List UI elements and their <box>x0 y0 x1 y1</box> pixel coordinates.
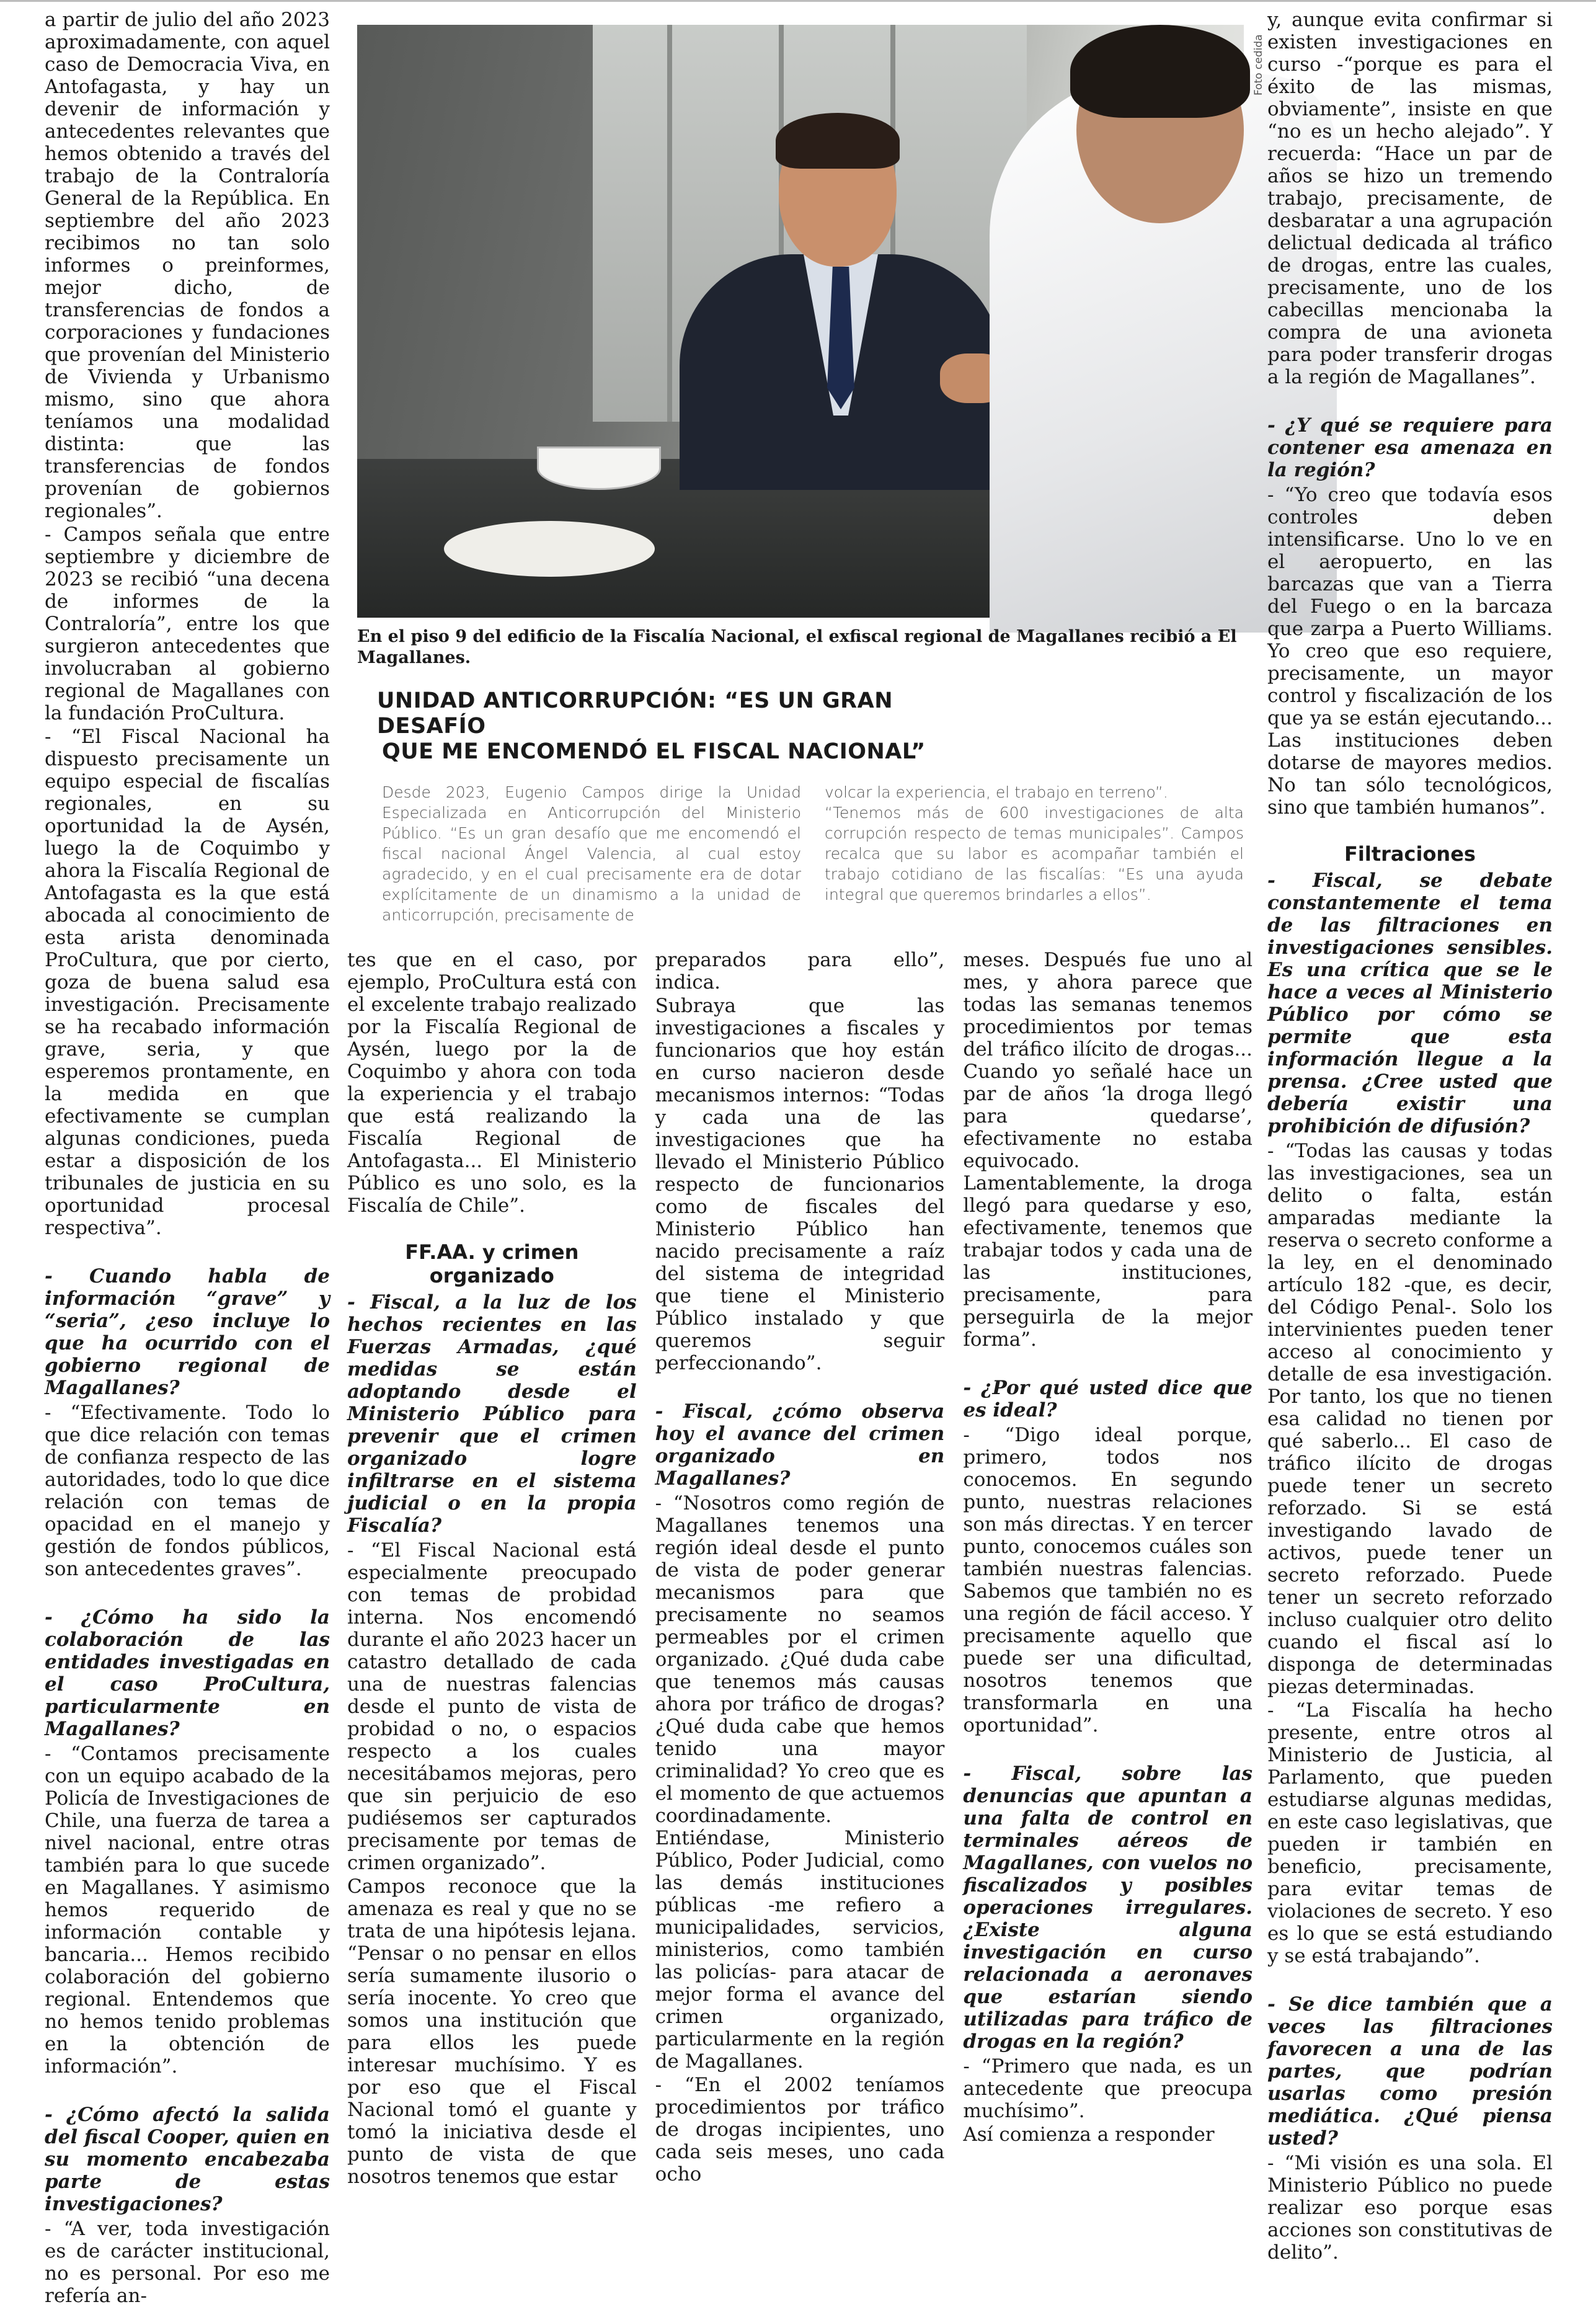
sidebar-box <box>357 688 1244 933</box>
sidebar-paragraph: volcar la experiencia, el trabajo en terreno”. <box>825 783 1168 801</box>
paragraph: tes que en el caso, por ejemplo, ProCultura está con el excelente trabajo realizado por la Fiscalía Regional de Aysén, luego por la de Coquimbo y ahora con toda la experiencia y el trabajo que está realizando la Fiscalía Regional de Antofagasta... El Ministerio Público es uno solo, es la Fiscalía de Chile”. <box>347 949 637 1217</box>
paragraph: - “La Fiscalía ha hecho presente, entre otros al Ministerio de Justicia, al Parlamento, que pueden estudiarse algunas medidas, en este caso legislativas, que pueden ir también en beneficio, precisamente, para evitar temas de violaciones de secreto. Y eso es lo que se está estudiando y se está trabajando”. <box>1267 1699 1553 1967</box>
paragraph: - “A ver, toda investigación es de carácter institucional, no es personal. Por eso me refería an- <box>45 2218 330 2307</box>
sidebar-title-line-1: UNIDAD ANTICORRUPCIÓN: “ES UN GRAN DESAFÍO <box>377 688 893 739</box>
section-heading: FF.AA. y crimen organizado <box>405 1240 579 1287</box>
sidebar-text-column-1 <box>382 782 801 925</box>
interview-question: - Cuando habla de información “grave” y “seria”, ¿eso incluye lo que ha ocurrido con el gobierno regional de Magallanes? <box>45 1265 330 1399</box>
photo-prosecutor <box>680 118 1002 490</box>
paragraph: - “El Fiscal Nacional está especialmente preocupado con temas de probidad interna. Nos encomendó durante el año 2023 hacer un catastro detallado de cada una de nuestras falencias desde el punto de vista de probidad o no, o espacios respecto a los cuales necesitábamos mejoras, pero que sin perjuicio de eso pudiésemos ser capturados precisamente por temas de crimen organizado”. <box>347 1539 637 1874</box>
article-column-1 <box>45 9 330 2307</box>
paragraph: - “Primero que nada, es un antecedente que preocupa muchísimo”. <box>963 2055 1253 2122</box>
photo-credit: Foto cedida <box>1252 34 1265 96</box>
article-photo <box>357 25 1244 618</box>
sidebar-text-column-2 <box>825 782 1244 925</box>
article-column-3 <box>655 949 945 2185</box>
paragraph: preparados para ello”, indica. <box>655 949 945 993</box>
paragraph: Así comienza a responder <box>963 2123 1215 2146</box>
interview-question: - Se dice también que a veces las filtraciones favorecen a una de las partes, que podrían usarlas como presión mediática. ¿Qué piensa usted? <box>1267 1993 1553 2149</box>
paragraph: - “Mi visión es una sola. El Ministerio Público no puede realizar eso porque esas acciones son constitutivas de delito”. <box>1267 2152 1553 2264</box>
article-column-5 <box>1267 9 1553 2264</box>
paragraph: - “Efectivamente. Todo lo que dice relación con temas de confianza respecto de las autoridades, todo lo que dice relación con temas de opacidad en el manejo y gestión de fondos públicos, son antecedentes graves”. <box>45 1402 330 1580</box>
sidebar-paragraph: Desde 2023, Eugenio Campos dirige la Unidad Especializada en Anticorrupción del Ministerio Público. “Es un gran desafío que me encomendó el fiscal nacional Ángel Valencia, al cual estoy agradecido, y en el cual precisamente era de dotar explícitamente de un dinamismo a la unidad de anticorrupción, precisamente de <box>382 783 801 924</box>
interview-question: - Fiscal, sobre las denuncias que apuntan a una falta de control en terminales aéreos de Magallanes, con vuelos no fiscalizados y posibles operaciones irregulares. ¿Existe alguna investigación en curso relacionada a aeronaves que estarían siendo utilizadas para tráfico de drogas en la región? <box>963 1762 1253 2053</box>
paragraph: - “Todas las causas y todas las investigaciones, sea un delito o falta, están amparadas mediante la reserva o secreto conforme a la ley, en el denominado artículo 182 -que, es decir, del Código Penal-. Solo los intervinientes pueden tener acceso al conocimiento y detalle de esa investigación. Por tanto, los que no tienen esa calidad no tienen por qué saberlo... El caso de tráfico ilícito de drogas puede tener un secreto reforzado. Si se está investigando lavado de activos, puede tener un secreto reforzado. Puede tener un secreto reforzado incluso cualquier otro delito cuando el fiscal así lo disponga de determinadas piezas determinadas. <box>1267 1140 1553 1698</box>
interview-question: - Fiscal, a la luz de los hechos recientes en las Fuerzas Armadas, ¿qué medidas se están adoptando desde el Ministerio Público para prevenir que el crimen organizado logre infiltrarse en el sistema judicial o en la propia Fiscalía? <box>347 1291 637 1537</box>
lower-columns <box>347 949 1253 2188</box>
interview-question: - ¿Cómo afectó la salida del fiscal Cooper, quien en su momento encabezaba parte de estas investigaciones? <box>45 2104 330 2215</box>
paragraph: Campos reconoce que la amenaza es real y que no se trata de una hipótesis lejana. “Pensar o no pensar en ellos sería sumamente ilusorio o sería inocente. Yo creo que somos una institución que para ellos les puede interesar muchísimo. Y es por eso que el Fiscal Nacional tomó el guante y tomó la iniciativa desde el punto de vista de que nosotros tenemos que estar <box>347 1875 637 2188</box>
section-heading: Filtraciones <box>1344 842 1476 866</box>
sidebar-paragraph: “Tenemos más de 600 investigaciones de alta corrupción respecto de temas municipales”. Campos recalca que su labor es acompañar también el trabajo cotidiano de las fiscalías: “Es una ayuda integral que queremos brindarles a ellos”. <box>825 804 1244 904</box>
paragraph: - “Nosotros como región de Magallanes tenemos una región ideal desde el punto de vista de poder generar mecanismos para que precisamente no seamos permeables por el crimen organizado. ¿Qué duda cabe que tenemos más causas ahora por tráfico de drogas? ¿Qué duda cabe que hemos tenido una mayor criminalidad? Yo creo que es el momento de que actuemos coordinadamente. Entiéndase, Ministerio Público, Poder Judicial, como las demás instituciones públicas -me refiero a municipalidades, servicios, ministerios, como también las policías- para atacar de mejor forma el avance del crimen organizado, particularmente en la región de Magallanes. <box>655 1492 945 2073</box>
photo-plate <box>444 521 655 577</box>
interview-question: - Fiscal, ¿cómo observa hoy el avance del crimen organizado en Magallanes? <box>655 1400 945 1490</box>
paragraph: - “El Fiscal Nacional ha dispuesto precisamente un equipo especial de fiscalías regionales, en su oportunidad la de Aysén, luego la de Coquimbo y ahora la Fiscalía Regional de Antofagasta es la que está abocada al conocimiento de esta arista denominada ProCultura, que por cierto, goza de buena salud esa investigación. Precisamente se ha recabado información grave, seria, y que esperemos prontamente, en la medida en que efectivamente se cumplan algunas condiciones, pueda estar a disposición de los tribunales de justicia en su oportunidad procesal respectiva”. <box>45 726 330 1239</box>
sidebar-title-line-2: QUE ME ENCOMENDÓ EL FISCAL NACIONAL” <box>382 739 926 764</box>
paragraph: - “Contamos precisamente con un equipo acabado de la Policía de Investigaciones de Chile, una fuerza de tarea a nivel nacional, entre otras también para lo que sucede en Magallanes. Y asimismo hemos requerido de información contable y bancaria... Hemos recibido colaboración del gobierno regional. Entendemos que no hemos tenido problemas en la obtención de información”. <box>45 1743 330 2078</box>
paragraph: Subraya que las investigaciones a fiscales y funcionarios que hoy están en curso nacieron desde mecanismos internos: “Todas y cada una de las investigaciones que ha llevado el Ministerio Público respecto de funcionarios como de fiscales del Ministerio Público han nacido precisamente a raíz del sistema de integridad que tiene el Ministerio Público instalado y que queremos seguir perfeccionando”. <box>655 995 945 1374</box>
paragraph: a partir de julio del año 2023 aproximadamente, con aquel caso de Democracia Viva, en Antofagasta, y hay un devenir de información y antecedentes relevantes que hemos obtenido a través del trabajo de la Contraloría General de la República. En septiembre del año 2023 recibimos no tan solo informes o preinformes, mejor dicho, de transferencias de fondos a corporaciones y fundaciones que provenían del Ministerio de Vivienda y Urbanismo mismo, sino que ahora teníamos una modalidad distinta: que las transferencias de fondos provenían de gobiernos regionales”. <box>45 9 330 522</box>
paragraph: - Campos señala que entre septiembre y diciembre de 2023 se recibió “una decena de informes de la Contraloría”, entre los que surgieron antecedentes que involucraban al gobierno regional de Magallanes con la fundación ProCultura. <box>45 523 330 724</box>
paragraph: - “En el 2002 teníamos procedimientos por tráfico de drogas incipientes, uno cada seis meses, uno cada ocho <box>655 2074 945 2185</box>
interview-question: - ¿Cómo ha sido la colaboración de las entidades investigadas en el caso ProCultura, particularmente en Magallanes? <box>45 1606 330 1740</box>
photo-cup <box>537 447 661 490</box>
interview-question: - Fiscal, se debate constantemente el tema de las filtraciones en investigaciones sensibles. Es una crítica que se le hace a veces al Ministerio Público por cómo se permite que esta información llegue a la prensa. ¿Cree usted que debería existir una prohibición de difusión? <box>1267 869 1553 1137</box>
interview-question: - ¿Por qué usted dice que es ideal? <box>963 1377 1253 1421</box>
article-column-2 <box>347 949 637 2188</box>
paragraph: - “Yo creo que todavía esos controles deben intensificarse. Uno lo ve en el aeropuerto, en las barcazas que van a Tierra del Fuego o en la barcaza que zarpa a Puerto Williams. Yo creo que eso requiere, precisamente, un mayor control y fiscalización de los que ya se están ejecutando... Las instituciones deben dotarse de mayores medios. No tan sólo tecnológicos, sino que también humanos”. <box>1267 484 1553 819</box>
paragraph: meses. Después fue uno al mes, y ahora parece que todas las semanas tenemos procedimientos por temas del tráfico ilícito de drogas... Cuando yo señalé hace un par de años ‘la droga llegó para quedarse’, efectivamente no estaba equivocado. Lamentablemente, la droga llegó para quedarse y eso, efectivamente, tenemos que trabajar todos y cada una de las instituciones, precisamente, para perseguirla de la mejor forma”. <box>963 949 1253 1351</box>
interview-question: - ¿Y qué se requiere para contener esa amenaza en la región? <box>1267 414 1553 481</box>
top-rule <box>0 0 1596 2</box>
paragraph: - “Digo ideal porque, primero, todos nos conocemos. En segundo punto, nuestras relaciones son más directas. Y en tercer punto, conocemos cuáles son también nuestras falencias. Sabemos que también no es una región de fácil acceso. Y precisamente aquello que puede ser una dificultad, nosotros tenemos que transformarla en una oportunidad”. <box>963 1424 1253 1736</box>
paragraph: y, aunque evita confirmar si existen investigaciones en curso -“porque es para el éxito de las mismas, obviamente”, insiste en que “no es un hecho alejado”. Y recuerda: “Hace un par de años se hizo un tremendo trabajo, precisamente, de desbaratar a una agrupación delictual dedicada al tráfico de drogas, entre las cuales, precisamente, uno de los cabecillas mencionaba la compra de una avioneta para poder transferir drogas a la región de Magallanes”. <box>1267 9 1553 388</box>
photo-caption: En el piso 9 del edificio de la Fiscalía Nacional, el exfiscal regional de Magallanes recibió a El Magallanes. <box>357 627 1237 667</box>
photo-interviewer-hair <box>1070 25 1250 118</box>
article-column-4 <box>963 949 1253 2146</box>
sidebar-title <box>377 688 935 765</box>
